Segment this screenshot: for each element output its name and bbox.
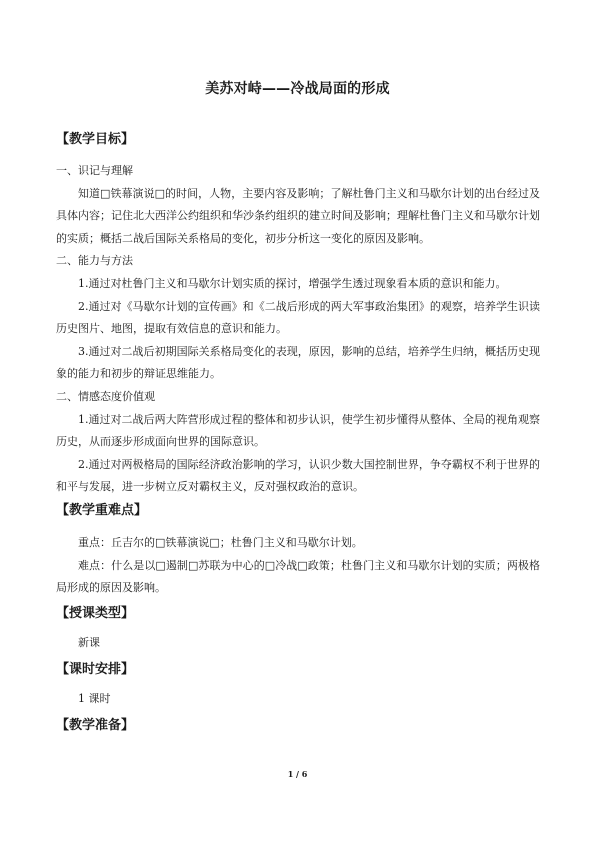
goals-part2-item1: 1.通过对杜鲁门主义和马歇尔计划实质的探讨，增强学生透过现象看本质的意识和能力。 (78, 276, 507, 290)
heading-key-points: 【教学重难点】 (56, 502, 148, 518)
lesson-type-value: 新课 (78, 635, 100, 649)
key-points-difficulty: 难点：什么是以□遏制□苏联为中心的□冷战□政策；杜鲁门主义和马歇尔计划的实质；两极格局形成的原因及影响。 (56, 558, 540, 595)
document-title: 美苏对峙——冷战局面的形成 (205, 81, 390, 97)
heading-schedule: 【课时安排】 (56, 661, 135, 677)
goals-part3-title: 二、情感态度价值观 (56, 389, 155, 403)
goals-part2-item2: 2.通过对《马歇尔计划的宣传画》和《二战后形成的两大军事政治集团》的观察，培养学生识读历史图片、地图，提取有效信息的意识和能力。 (56, 299, 540, 336)
goals-part3-item2: 2.通过对两极格局的国际经济政治影响的学习，认识少数大国控制世界，争夺霸权不利于世界的和平与发展，进一步树立反对霸权主义，反对强权政治的意识。 (56, 457, 540, 494)
goals-part2-title: 二、能力与方法 (56, 254, 133, 268)
schedule-value: 1 课时 (78, 691, 111, 705)
page-number: 1 / 6 (287, 769, 308, 779)
goals-part3-item1: 1.通过对二战后两大阵营形成过程的整体和初步认识，使学生初步懂得从整体、全局的视角观察历史，从而逐步形成面向世界的国际意识。 (56, 412, 540, 449)
goals-part1-title: 一、识记与理解 (56, 164, 133, 177)
goals-part1-text: 知道□铁幕演说□的时间，人物，主要内容及影响；了解杜鲁门主义和马歇尔计划的出台经过及具体内容；记住北大西洋公约组织和华沙条约组织的建立时间及影响；理解杜鲁门主义和马歇尔计划的实质；概括二战后国际关系格局的变化，初步分析这一变化的原因及影响。 (56, 186, 540, 245)
key-points-focus: 重点：丘吉尔的□铁幕演说□；杜鲁门主义和马歇尔计划。 (78, 535, 363, 549)
document-body (56, 131, 540, 735)
heading-preparation: 【教学准备】 (56, 717, 135, 733)
heading-teaching-goals: 【教学目标】 (56, 132, 135, 147)
goals-part2-item3: 3.通过对二战后初期国际关系格局变化的表现，原因，影响的总结，培养学生归纳，概括历史现象的能力和初步的辩证思维能力。 (56, 344, 540, 381)
heading-lesson-type: 【授课类型】 (56, 605, 135, 621)
